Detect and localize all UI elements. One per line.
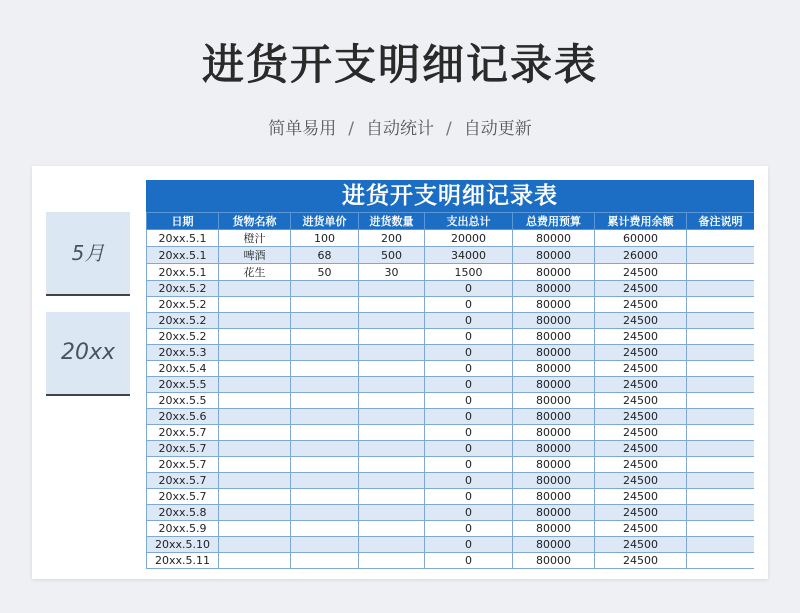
cell-notes[interactable]: [687, 329, 755, 345]
cell-quantity[interactable]: [359, 297, 425, 313]
cell-goods[interactable]: 花生: [219, 264, 291, 281]
table-row: [147, 425, 755, 441]
cell-date[interactable]: 20xx.5.7: [147, 425, 219, 441]
cell-balance[interactable]: 24500: [595, 489, 687, 505]
cell-goods[interactable]: [219, 425, 291, 441]
cell-budget[interactable]: 80000: [513, 473, 595, 489]
cell-budget[interactable]: 80000: [513, 377, 595, 393]
table-row: [147, 489, 755, 505]
feature-auto-update: 自动更新: [463, 119, 532, 139]
cell-balance[interactable]: 24500: [595, 377, 687, 393]
cell-quantity[interactable]: [359, 441, 425, 457]
header-row: [147, 213, 755, 230]
col-header-unit-price: 进货单价: [291, 213, 359, 230]
cell-notes[interactable]: [687, 553, 755, 569]
cell-budget[interactable]: 80000: [513, 297, 595, 313]
cell-notes[interactable]: [687, 297, 755, 313]
cell-unit-price[interactable]: [291, 345, 359, 361]
col-header-budget: 总费用预算: [513, 213, 595, 230]
cell-notes[interactable]: [687, 377, 755, 393]
cell-total-spend[interactable]: 0: [425, 521, 513, 537]
cell-budget[interactable]: 80000: [513, 553, 595, 569]
cell-budget[interactable]: 80000: [513, 505, 595, 521]
cell-balance[interactable]: 24500: [595, 361, 687, 377]
cell-goods[interactable]: [219, 393, 291, 409]
cell-date[interactable]: 20xx.5.2: [147, 329, 219, 345]
cell-date[interactable]: 20xx.5.7: [147, 473, 219, 489]
cell-unit-price[interactable]: [291, 537, 359, 553]
cell-budget[interactable]: 80000: [513, 313, 595, 329]
table-row: [147, 313, 755, 329]
cell-unit-price[interactable]: [291, 313, 359, 329]
cell-quantity[interactable]: [359, 329, 425, 345]
separator: /: [446, 119, 452, 139]
cell-notes[interactable]: [687, 247, 755, 264]
cell-total-spend[interactable]: 34000: [425, 247, 513, 264]
col-header-quantity: 进货数量: [359, 213, 425, 230]
cell-balance[interactable]: 24500: [595, 441, 687, 457]
cell-quantity[interactable]: [359, 553, 425, 569]
table-row: [147, 345, 755, 361]
cell-notes[interactable]: [687, 409, 755, 425]
cell-balance[interactable]: 24500: [595, 521, 687, 537]
cell-total-spend[interactable]: 0: [425, 537, 513, 553]
cell-total-spend[interactable]: 0: [425, 297, 513, 313]
cell-notes[interactable]: [687, 345, 755, 361]
ledger-table-wrap: [146, 180, 754, 579]
cell-budget[interactable]: 80000: [513, 537, 595, 553]
col-header-total-spend: 支出总计: [425, 213, 513, 230]
cell-total-spend[interactable]: 0: [425, 505, 513, 521]
cell-notes[interactable]: [687, 521, 755, 537]
cell-notes[interactable]: [687, 264, 755, 281]
table-row: [147, 281, 755, 297]
subtitle: [0, 114, 800, 139]
cell-total-spend[interactable]: 0: [425, 425, 513, 441]
col-header-balance: 累计费用余额: [595, 213, 687, 230]
cell-unit-price[interactable]: 100: [291, 230, 359, 247]
table-row: [147, 457, 755, 473]
table-row: [147, 473, 755, 489]
table-row: [147, 297, 755, 313]
cell-quantity[interactable]: [359, 473, 425, 489]
ledger-body: [147, 230, 755, 569]
cell-total-spend[interactable]: 0: [425, 345, 513, 361]
cell-balance[interactable]: 24500: [595, 329, 687, 345]
cell-budget[interactable]: 80000: [513, 441, 595, 457]
cell-balance[interactable]: 26000: [595, 247, 687, 264]
cell-date[interactable]: 20xx.5.7: [147, 457, 219, 473]
cell-notes[interactable]: [687, 230, 755, 247]
cell-total-spend[interactable]: 0: [425, 393, 513, 409]
cell-quantity[interactable]: [359, 361, 425, 377]
cell-budget[interactable]: 80000: [513, 361, 595, 377]
cell-balance[interactable]: 24500: [595, 345, 687, 361]
cell-unit-price[interactable]: [291, 393, 359, 409]
year-card: 20xx: [46, 312, 130, 396]
cell-unit-price[interactable]: [291, 489, 359, 505]
col-header-goods: 货物名称: [219, 213, 291, 230]
cell-date[interactable]: 20xx.5.9: [147, 521, 219, 537]
cell-quantity[interactable]: 500: [359, 247, 425, 264]
cell-quantity[interactable]: [359, 377, 425, 393]
table-row: [147, 247, 755, 264]
cell-balance[interactable]: 24500: [595, 553, 687, 569]
table-row: [147, 393, 755, 409]
cell-total-spend[interactable]: 0: [425, 457, 513, 473]
col-header-date: 日期: [147, 213, 219, 230]
cell-date[interactable]: 20xx.5.4: [147, 361, 219, 377]
cell-goods[interactable]: 啤酒: [219, 247, 291, 264]
cell-unit-price[interactable]: [291, 441, 359, 457]
cell-balance[interactable]: 24500: [595, 393, 687, 409]
cell-unit-price[interactable]: 50: [291, 264, 359, 281]
cell-date[interactable]: 20xx.5.8: [147, 505, 219, 521]
cell-goods[interactable]: [219, 329, 291, 345]
table-row: [147, 553, 755, 569]
cell-goods[interactable]: [219, 457, 291, 473]
cell-unit-price[interactable]: [291, 297, 359, 313]
cell-date[interactable]: 20xx.5.1: [147, 264, 219, 281]
cell-unit-price[interactable]: [291, 457, 359, 473]
cell-budget[interactable]: 80000: [513, 393, 595, 409]
table-row: [147, 361, 755, 377]
cell-quantity[interactable]: 30: [359, 264, 425, 281]
cell-date[interactable]: 20xx.5.1: [147, 230, 219, 247]
feature-auto-stats: 自动统计: [366, 119, 434, 139]
table-row: [147, 505, 755, 521]
feature-easy: 简单易用: [268, 119, 337, 139]
cell-notes[interactable]: [687, 425, 755, 441]
cell-total-spend[interactable]: 0: [425, 361, 513, 377]
cell-notes[interactable]: [687, 281, 755, 297]
cell-goods[interactable]: [219, 505, 291, 521]
table-row: [147, 537, 755, 553]
table-row: [147, 409, 755, 425]
cell-goods[interactable]: [219, 537, 291, 553]
cell-goods[interactable]: [219, 409, 291, 425]
cell-goods[interactable]: [219, 297, 291, 313]
cell-quantity[interactable]: [359, 505, 425, 521]
cell-unit-price[interactable]: [291, 553, 359, 569]
cell-quantity[interactable]: [359, 409, 425, 425]
cell-budget[interactable]: 80000: [513, 247, 595, 264]
cell-notes[interactable]: [687, 441, 755, 457]
cell-date[interactable]: 20xx.5.5: [147, 377, 219, 393]
table-row: [147, 264, 755, 281]
cell-date[interactable]: 20xx.5.7: [147, 489, 219, 505]
cell-date[interactable]: 20xx.5.6: [147, 409, 219, 425]
month-card: 5月: [46, 212, 130, 296]
cell-total-spend[interactable]: 20000: [425, 230, 513, 247]
cell-balance[interactable]: 24500: [595, 457, 687, 473]
cell-date[interactable]: 20xx.5.3: [147, 345, 219, 361]
cell-goods[interactable]: [219, 489, 291, 505]
cell-budget[interactable]: 80000: [513, 264, 595, 281]
cell-quantity[interactable]: [359, 393, 425, 409]
ledger-table: [146, 212, 754, 569]
cell-quantity[interactable]: [359, 345, 425, 361]
cell-notes[interactable]: [687, 489, 755, 505]
cell-goods[interactable]: [219, 345, 291, 361]
cell-balance[interactable]: 24500: [595, 281, 687, 297]
cell-quantity[interactable]: [359, 313, 425, 329]
cell-date[interactable]: 20xx.5.2: [147, 297, 219, 313]
table-row: [147, 329, 755, 345]
cell-budget[interactable]: 80000: [513, 521, 595, 537]
cell-balance[interactable]: 24500: [595, 425, 687, 441]
cell-balance[interactable]: 24500: [595, 313, 687, 329]
cell-total-spend[interactable]: 0: [425, 489, 513, 505]
cell-notes[interactable]: [687, 505, 755, 521]
cell-total-spend[interactable]: 0: [425, 553, 513, 569]
cell-notes[interactable]: [687, 457, 755, 473]
cell-date[interactable]: 20xx.5.7: [147, 441, 219, 457]
cell-unit-price[interactable]: [291, 329, 359, 345]
cell-total-spend[interactable]: 0: [425, 473, 513, 489]
cell-date[interactable]: 20xx.5.2: [147, 313, 219, 329]
cell-balance[interactable]: 24500: [595, 537, 687, 553]
cell-total-spend[interactable]: 0: [425, 313, 513, 329]
cell-unit-price[interactable]: [291, 281, 359, 297]
cell-total-spend[interactable]: 0: [425, 441, 513, 457]
cell-goods[interactable]: [219, 441, 291, 457]
cell-goods[interactable]: [219, 521, 291, 537]
cell-budget[interactable]: 80000: [513, 281, 595, 297]
cell-budget[interactable]: 80000: [513, 489, 595, 505]
cell-quantity[interactable]: [359, 521, 425, 537]
cell-goods[interactable]: [219, 473, 291, 489]
separator: /: [348, 119, 354, 139]
cell-notes[interactable]: [687, 473, 755, 489]
cell-quantity[interactable]: [359, 537, 425, 553]
cell-notes[interactable]: [687, 313, 755, 329]
table-row: [147, 230, 755, 247]
cell-unit-price[interactable]: 68: [291, 247, 359, 264]
cell-budget[interactable]: 80000: [513, 230, 595, 247]
cell-quantity[interactable]: [359, 457, 425, 473]
cell-date[interactable]: 20xx.5.5: [147, 393, 219, 409]
cell-unit-price[interactable]: [291, 505, 359, 521]
cell-quantity[interactable]: [359, 425, 425, 441]
cell-quantity[interactable]: [359, 281, 425, 297]
cell-notes[interactable]: [687, 361, 755, 377]
cell-balance[interactable]: 24500: [595, 473, 687, 489]
cell-balance[interactable]: 24500: [595, 297, 687, 313]
cell-notes[interactable]: [687, 537, 755, 553]
cell-balance[interactable]: 60000: [595, 230, 687, 247]
cell-unit-price[interactable]: [291, 409, 359, 425]
cell-budget[interactable]: 80000: [513, 329, 595, 345]
cell-goods[interactable]: [219, 313, 291, 329]
cell-date[interactable]: 20xx.5.2: [147, 281, 219, 297]
cell-unit-price[interactable]: [291, 361, 359, 377]
cell-date[interactable]: 20xx.5.10: [147, 537, 219, 553]
cell-balance[interactable]: 24500: [595, 505, 687, 521]
cell-quantity[interactable]: 200: [359, 230, 425, 247]
spreadsheet-preview: [32, 166, 768, 579]
cell-total-spend[interactable]: 0: [425, 377, 513, 393]
cell-goods[interactable]: [219, 553, 291, 569]
cell-budget[interactable]: 80000: [513, 409, 595, 425]
cell-balance[interactable]: 24500: [595, 409, 687, 425]
table-row: [147, 521, 755, 537]
cell-total-spend[interactable]: 0: [425, 329, 513, 345]
cell-goods[interactable]: [219, 377, 291, 393]
table-row: [147, 441, 755, 457]
cell-balance[interactable]: 24500: [595, 264, 687, 281]
cell-unit-price[interactable]: [291, 377, 359, 393]
cell-budget[interactable]: 80000: [513, 457, 595, 473]
cell-date[interactable]: 20xx.5.11: [147, 553, 219, 569]
cell-quantity[interactable]: [359, 489, 425, 505]
cell-total-spend[interactable]: 1500: [425, 264, 513, 281]
cell-goods[interactable]: [219, 281, 291, 297]
col-header-notes: 备注说明: [687, 213, 755, 230]
cell-goods[interactable]: [219, 361, 291, 377]
table-title: 进货开支明细记录表: [146, 180, 754, 212]
cell-unit-price[interactable]: [291, 473, 359, 489]
cell-date[interactable]: 20xx.5.1: [147, 247, 219, 264]
cell-budget[interactable]: 80000: [513, 425, 595, 441]
cell-unit-price[interactable]: [291, 425, 359, 441]
cell-budget[interactable]: 80000: [513, 345, 595, 361]
cell-total-spend[interactable]: 0: [425, 281, 513, 297]
cell-notes[interactable]: [687, 393, 755, 409]
cell-unit-price[interactable]: [291, 521, 359, 537]
table-row: [147, 377, 755, 393]
cell-total-spend[interactable]: 0: [425, 409, 513, 425]
cell-goods[interactable]: 橙汁: [219, 230, 291, 247]
page-title: 进货开支明细记录表: [201, 40, 598, 89]
